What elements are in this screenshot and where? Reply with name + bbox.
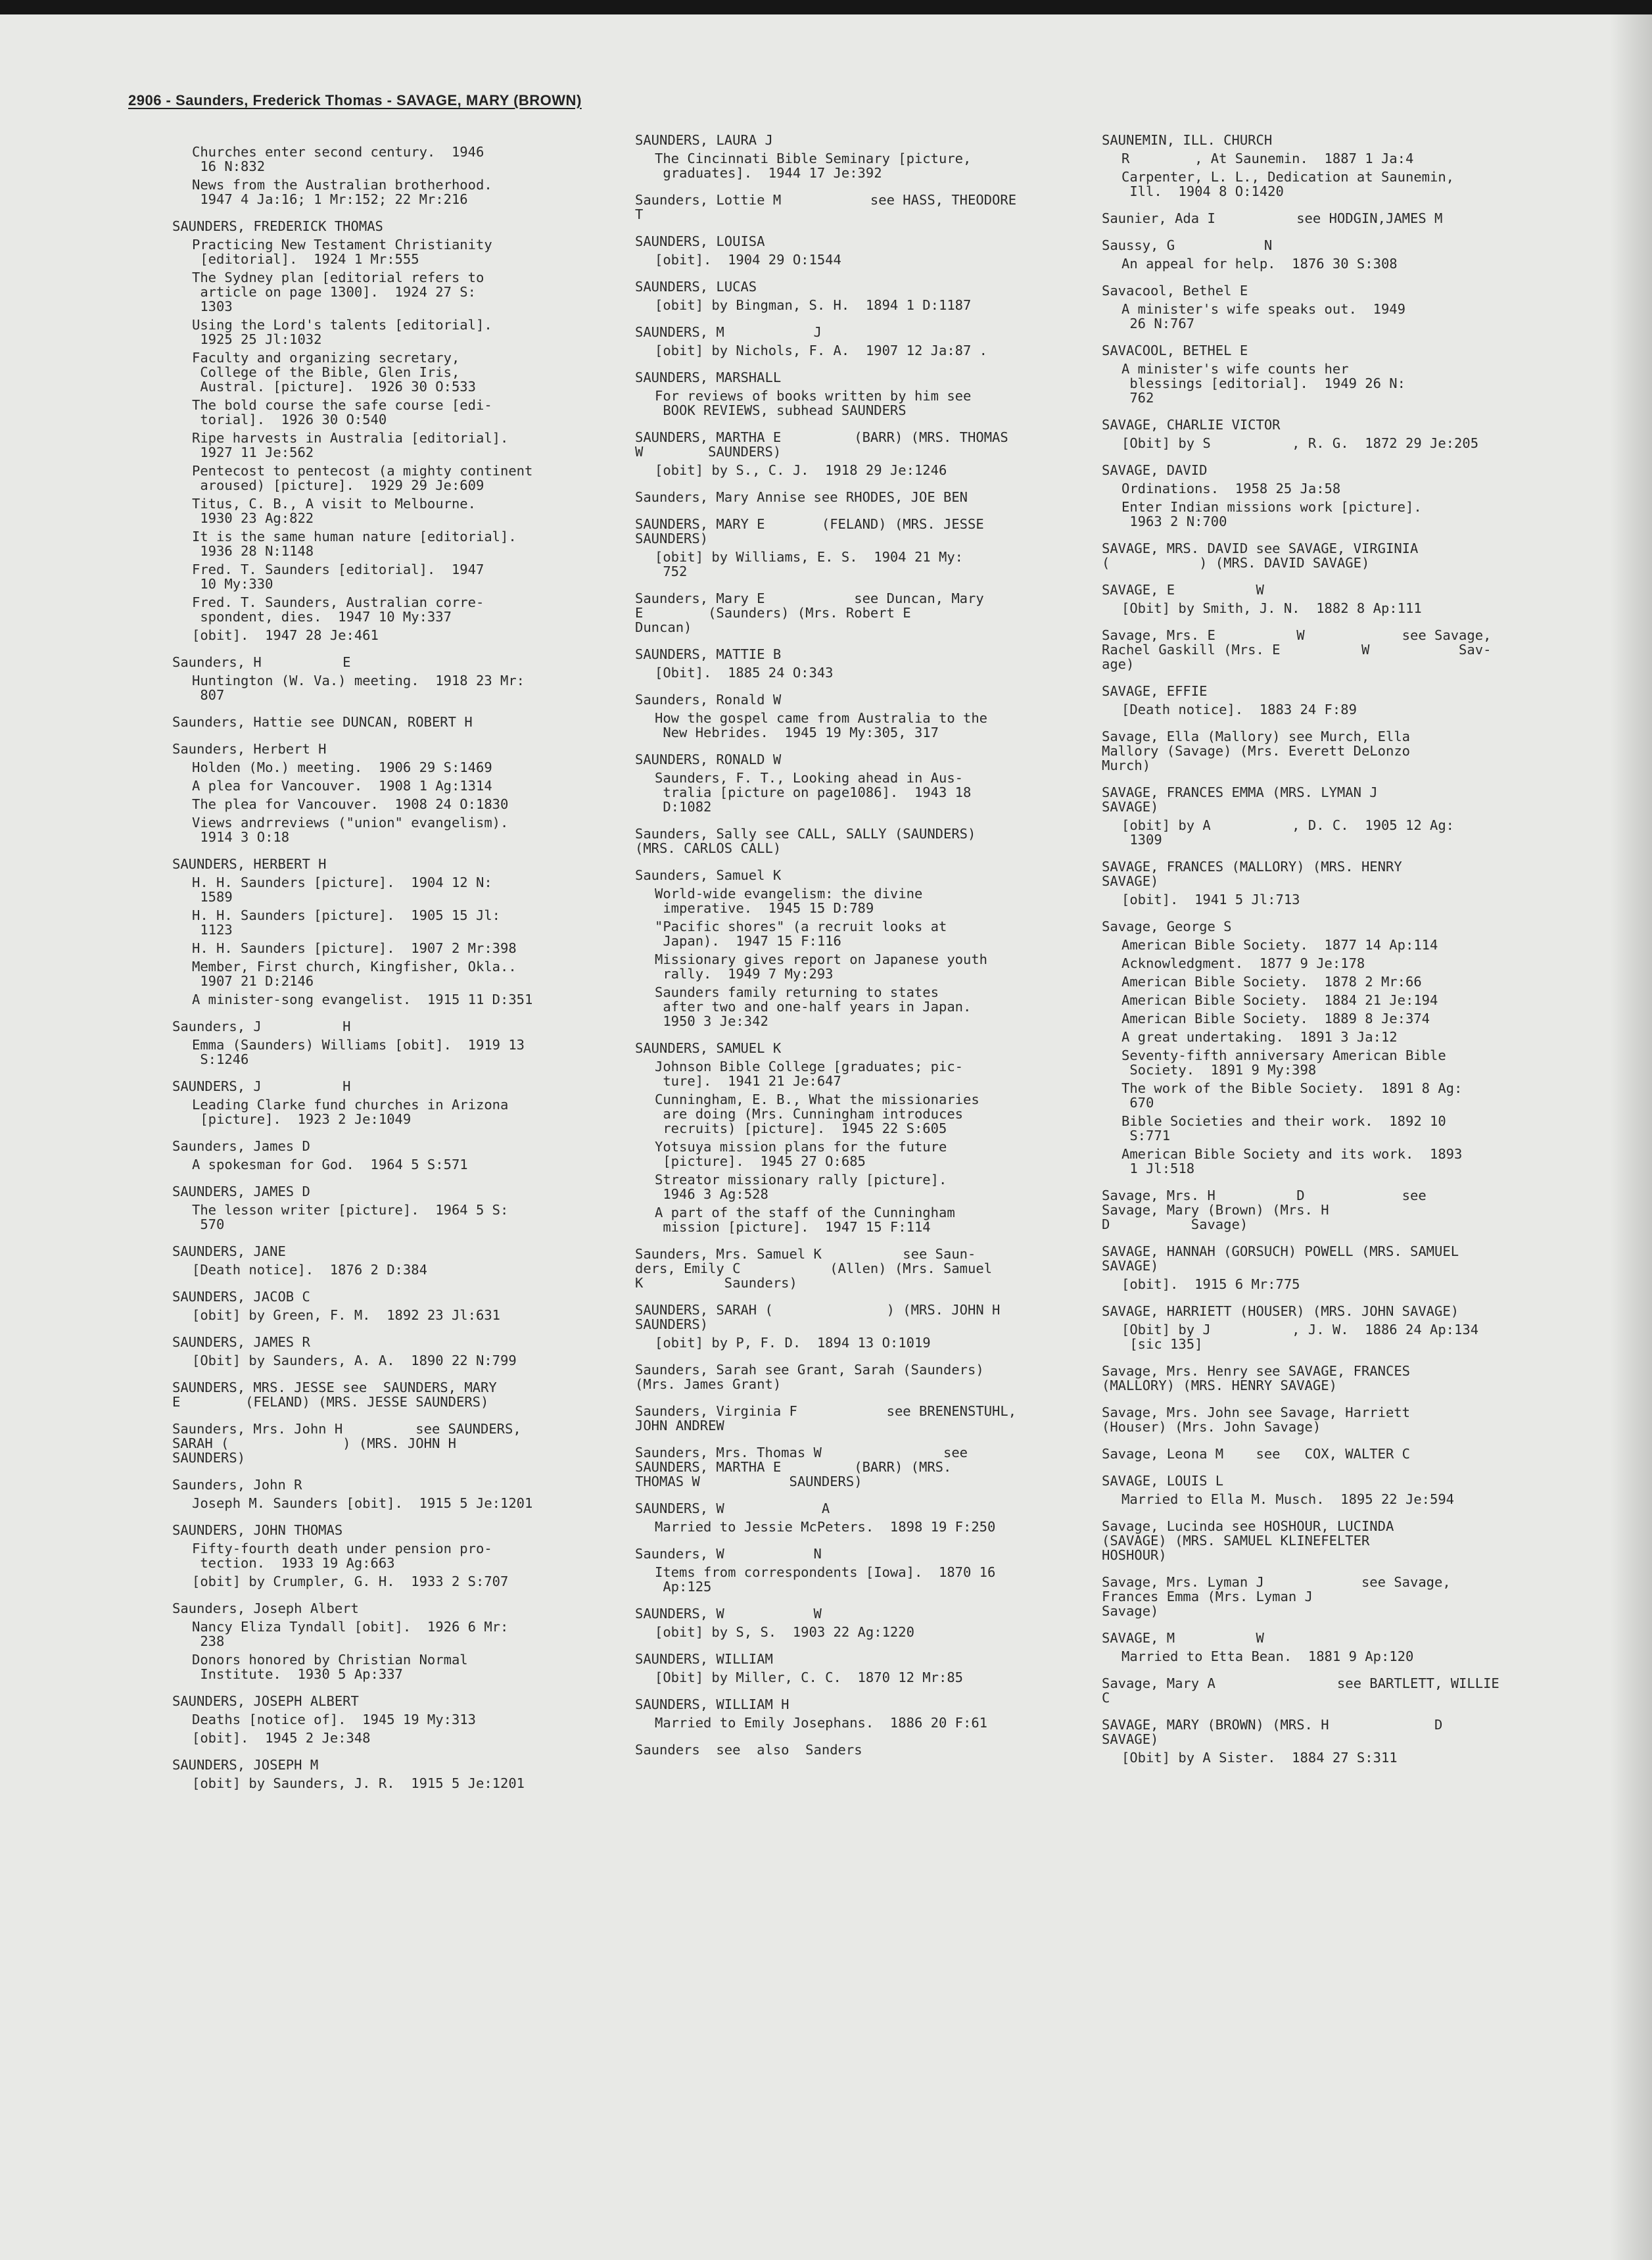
citation-list bbox=[1102, 256, 1549, 271]
entry-heading: Saunders, Mary Annise see RHODES, JOE BEN bbox=[635, 489, 968, 505]
index-entry bbox=[172, 715, 619, 729]
entry-heading: Saunders, Mrs. John H see SAUNDERS, SARAH ( ) (MRS. JOHN H SAUNDERS) bbox=[172, 1421, 521, 1466]
citation-list bbox=[172, 145, 619, 206]
entry-heading: SAUNDERS, SARAH ( ) (MRS. JOHN H SAUNDERS) bbox=[635, 1302, 1001, 1332]
citation-list bbox=[1102, 302, 1549, 331]
entry-heading: Saunders, Mrs. Thomas W see SAUNDERS, MARTHA E (BARR) (MRS. THOMAS W SAUNDERS) bbox=[635, 1445, 968, 1489]
citation-list bbox=[635, 711, 1082, 740]
citation-list bbox=[1102, 601, 1549, 615]
entry-heading: Savage, George S bbox=[1102, 919, 1232, 934]
citation: [obit] by Saunders, J. R. 1915 5 Je:1201 bbox=[192, 1775, 525, 1791]
index-entry bbox=[172, 1380, 619, 1409]
entry-heading: SAUNDERS, JOSEPH M bbox=[172, 1757, 319, 1773]
citation-list bbox=[1102, 892, 1549, 907]
index-entry bbox=[635, 133, 1082, 180]
entry-heading: Savacool, Bethel E bbox=[1102, 283, 1248, 299]
citation-list bbox=[172, 1353, 619, 1368]
entry-heading: SAVAGE, DAVID bbox=[1102, 462, 1208, 478]
citation-list bbox=[635, 1335, 1082, 1350]
entry-heading: SAVAGE, FRANCES EMMA (MRS. LYMAN J SAVAGE) bbox=[1102, 784, 1378, 815]
index-entry bbox=[172, 1079, 619, 1126]
citation-list bbox=[1102, 436, 1549, 450]
index-column-right bbox=[1102, 133, 1549, 1777]
entry-heading: SAVAGE, MRS. DAVID see SAVAGE, VIRGINIA ( ) (MRS. DAVID SAVAGE) bbox=[1102, 541, 1419, 571]
index-entry bbox=[635, 1362, 1082, 1391]
citation: Seventy-fifth anniversary American Bible Society. 1891 9 My:398 bbox=[1121, 1047, 1446, 1078]
citation: The work of the Bible Society. 1891 8 Ag: 670 bbox=[1121, 1080, 1463, 1111]
citation-list bbox=[635, 1520, 1082, 1534]
book-page bbox=[0, 14, 1652, 2260]
citation: Deaths [notice of]. 1945 19 My:313 bbox=[192, 1712, 476, 1727]
citation: [obit] by S, S. 1903 22 Ag:1220 bbox=[655, 1624, 914, 1640]
index-entry bbox=[172, 857, 619, 1007]
citation-list bbox=[635, 151, 1082, 180]
entry-heading: Saunders, Joseph Albert bbox=[172, 1600, 359, 1616]
citation: [obit] by A , D. C. 1905 12 Ag: 1309 bbox=[1121, 817, 1455, 848]
citation: A minister's wife speaks out. 1949 26 N:767 bbox=[1121, 301, 1405, 331]
entry-heading: SAUNEMIN, ILL. CHURCH bbox=[1102, 132, 1273, 148]
citation: American Bible Society. 1889 8 Je:374 bbox=[1121, 1011, 1430, 1026]
entry-heading: Saunders, J H bbox=[172, 1019, 351, 1034]
entry-heading: Saunders, Hattie see DUNCAN, ROBERT H bbox=[172, 714, 473, 730]
citation-list bbox=[635, 1716, 1082, 1730]
entry-heading: Savage, Leona M see COX, WALTER C bbox=[1102, 1446, 1410, 1462]
entry-heading: SAUNDERS, MRS. JESSE see SAUNDERS, MARY E (FELAND) (MRS. JESSE SAUNDERS) bbox=[172, 1380, 497, 1410]
citation-list bbox=[172, 1541, 619, 1589]
citation: Items from correspondents [Iowa]. 1870 16 Ap:125 bbox=[655, 1564, 996, 1595]
citation: [Death notice]. 1883 24 F:89 bbox=[1121, 702, 1357, 717]
citation-list bbox=[172, 1620, 619, 1681]
index-entry bbox=[635, 1501, 1082, 1534]
index-entry bbox=[1102, 785, 1549, 847]
citation: Enter Indian missions work [picture]. 1963 2 N:700 bbox=[1121, 499, 1422, 529]
citation: [Death notice]. 1876 2 D:384 bbox=[192, 1262, 427, 1278]
index-entry bbox=[172, 655, 619, 702]
entry-heading: Saunders, Herbert H bbox=[172, 741, 327, 757]
entry-heading: Saussy, G N bbox=[1102, 237, 1273, 253]
index-entry bbox=[172, 1478, 619, 1510]
citation: The bold course the safe course [edi- torial]. 1926 30 O:540 bbox=[192, 397, 492, 427]
page-curl-shadow bbox=[1610, 14, 1652, 2260]
citation: The Cincinnati Bible Seminary [picture, graduates]. 1944 17 Je:392 bbox=[655, 151, 972, 181]
citation: American Bible Society. 1878 2 Mr:66 bbox=[1121, 974, 1422, 990]
index-entry bbox=[1102, 418, 1549, 450]
index-entry bbox=[172, 219, 619, 642]
citation-list bbox=[1102, 362, 1549, 405]
entry-heading: Saunders, James D bbox=[172, 1138, 310, 1154]
entry-heading: Saunders, W N bbox=[635, 1546, 822, 1562]
index-entry bbox=[1102, 1575, 1549, 1618]
index-entry bbox=[172, 1019, 619, 1067]
citation: The plea for Vancouver. 1908 24 O:1830 bbox=[192, 796, 509, 812]
index-entry bbox=[1102, 283, 1549, 331]
citation-list bbox=[635, 1670, 1082, 1685]
index-entry bbox=[635, 1606, 1082, 1639]
citation: Johnson Bible College [graduates; pic- ture]. 1941 21 Je:647 bbox=[655, 1059, 963, 1089]
entry-heading: SAUNDERS, FREDERICK THOMAS bbox=[172, 218, 383, 234]
citation: Married to Jessie McPeters. 1898 19 F:250 bbox=[655, 1519, 996, 1535]
entry-heading: Saunders, John R bbox=[172, 1477, 302, 1493]
citation: R , At Saunemin. 1887 1 Ja:4 bbox=[1121, 151, 1414, 166]
entry-heading: SAUNDERS, JAMES D bbox=[172, 1184, 310, 1199]
citation: The lesson writer [picture]. 1964 5 S: 570 bbox=[192, 1202, 509, 1232]
index-entry bbox=[1102, 1676, 1549, 1705]
entry-heading: SAUNDERS, WILLIAM H bbox=[635, 1696, 790, 1712]
citation: [Obit]. 1885 24 O:343 bbox=[655, 665, 834, 681]
citation: Acknowledgment. 1877 9 Je:178 bbox=[1121, 955, 1365, 971]
citation: [obit] by Crumpler, G. H. 1933 2 S:707 bbox=[192, 1574, 509, 1589]
index-entry bbox=[1102, 583, 1549, 615]
index-entry bbox=[1102, 463, 1549, 529]
citation-list bbox=[1102, 1492, 1549, 1506]
citation: [obit] by Bingman, S. H. 1894 1 D:1187 bbox=[655, 297, 972, 313]
citation: [Obit] by Miller, C. C. 1870 12 Mr:85 bbox=[655, 1670, 963, 1685]
page-header: 2906 - Saunders, Frederick Thomas - SAVAGE, MARY (BROWN) bbox=[128, 92, 582, 108]
citation-list bbox=[1102, 1322, 1549, 1351]
entry-heading: SAVAGE, HANNAH (GORSUCH) POWELL (MRS. SAMUEL SAVAGE) bbox=[1102, 1243, 1459, 1274]
entry-heading: SAUNDERS, MARY E (FELAND) (MRS. JESSE SAUNDERS) bbox=[635, 516, 984, 546]
citation-list bbox=[635, 771, 1082, 814]
citation: Member, First church, Kingfisher, Okla.. 1907 21 D:2146 bbox=[192, 959, 517, 989]
citation: Cunningham, E. B., What the missionaries are doing (Mrs. Cunningham introduces recruits) [picture]. 1945 22 S:605 bbox=[655, 1092, 979, 1136]
entry-heading: Saunders, Virginia F see BRENENSTUHL, JOHN ANDREW bbox=[635, 1403, 1017, 1433]
entry-heading: SAUNDERS, JACOB C bbox=[172, 1289, 310, 1305]
citation-list bbox=[172, 1308, 619, 1322]
index-entry bbox=[635, 827, 1082, 855]
entry-heading: SAUNDERS, J H bbox=[172, 1078, 351, 1094]
citation: Churches enter second century. 1946 16 N:832 bbox=[192, 144, 484, 174]
citation: [Obit] by J , J. W. 1886 24 Ap:134 [sic 135] bbox=[1121, 1322, 1479, 1352]
entry-heading: SAUNDERS, WILLIAM bbox=[635, 1651, 773, 1667]
citation: [obit] by P, F. D. 1894 13 O:1019 bbox=[655, 1335, 931, 1351]
entry-heading: Savage, Mrs. Henry see SAVAGE, FRANCES (MALLORY) (MRS. HENRY SAVAGE) bbox=[1102, 1363, 1410, 1393]
citation-list bbox=[635, 252, 1082, 267]
citation: A spokesman for God. 1964 5 S:571 bbox=[192, 1157, 468, 1172]
entry-heading: SAUNDERS, HERBERT H bbox=[172, 856, 327, 872]
citation: Fred. T. Saunders [editorial]. 1947 10 My:330 bbox=[192, 562, 484, 592]
index-entry bbox=[635, 1547, 1082, 1594]
citation-list bbox=[1102, 1277, 1549, 1291]
citation-list bbox=[635, 1625, 1082, 1639]
citation: Faculty and organizing secretary, College of the Bible, Glen Iris, Austral. [picture]. 1926 30 O:533 bbox=[192, 350, 476, 395]
citation: Huntington (W. Va.) meeting. 1918 23 Mr: 807 bbox=[192, 673, 525, 703]
index-entry bbox=[172, 145, 619, 206]
index-entry bbox=[635, 325, 1082, 358]
citation-list bbox=[635, 550, 1082, 579]
index-entry bbox=[172, 1422, 619, 1465]
citation: Fred. T. Saunders, Australian corre- spondent, dies. 1947 10 My:337 bbox=[192, 594, 484, 625]
citation-list bbox=[635, 343, 1082, 358]
index-entry bbox=[635, 1652, 1082, 1685]
index-entry bbox=[635, 1743, 1082, 1757]
entry-heading: Savage, Lucinda see HOSHOUR, LUCINDA (SAVAGE) (MRS. SAMUEL KLINEFELTER HOSHOUR) bbox=[1102, 1518, 1394, 1563]
citation-list bbox=[1102, 1649, 1549, 1664]
entry-heading: SAUNDERS, SAMUEL K bbox=[635, 1040, 782, 1056]
index-entry bbox=[172, 1139, 619, 1172]
citation-list bbox=[172, 673, 619, 702]
citation: Fifty-fourth death under pension pro- tection. 1933 19 Ag:663 bbox=[192, 1541, 492, 1571]
entry-heading: Savage, Mrs. E W see Savage, Rachel Gaskill (Mrs. E W Sav- age) bbox=[1102, 627, 1492, 672]
citation: Titus, C. B., A visit to Melbourne. 1930 23 Ag:822 bbox=[192, 496, 476, 526]
citation: Using the Lord's talents [editorial]. 1925 25 Jl:1032 bbox=[192, 317, 492, 347]
index-entry bbox=[1102, 1519, 1549, 1562]
entry-heading: SAUNDERS, LOUISA bbox=[635, 233, 765, 249]
citation: American Bible Society. 1884 21 Je:194 bbox=[1121, 992, 1438, 1008]
citation: Bible Societies and their work. 1892 10 S:771 bbox=[1121, 1113, 1446, 1143]
entry-heading: Savage, Mary A see BARTLETT, WILLIE C bbox=[1102, 1675, 1499, 1706]
index-entry bbox=[635, 193, 1082, 222]
entry-heading: SAVAGE, MARY (BROWN) (MRS. H D SAVAGE) bbox=[1102, 1717, 1443, 1747]
citation: Emma (Saunders) Williams [obit]. 1919 13 S:1246 bbox=[192, 1037, 525, 1067]
citation: [obit] by Nichols, F. A. 1907 12 Ja:87 . bbox=[655, 343, 988, 358]
index-entry bbox=[635, 370, 1082, 418]
entry-heading: Saunders, Sarah see Grant, Sarah (Saunders) (Mrs. James Grant) bbox=[635, 1362, 984, 1392]
index-entry bbox=[1102, 1244, 1549, 1291]
index-entry bbox=[172, 1244, 619, 1277]
index-entry bbox=[635, 517, 1082, 579]
index-entry bbox=[172, 1335, 619, 1368]
index-entry bbox=[1102, 1474, 1549, 1506]
citation: H. H. Saunders [picture]. 1904 12 N: 1589 bbox=[192, 875, 492, 905]
entry-heading: SAUNDERS, JOSEPH ALBERT bbox=[172, 1693, 359, 1709]
citation: [Obit] by S , R. G. 1872 29 Je:205 bbox=[1121, 435, 1479, 451]
entry-heading: SAUNDERS, JOHN THOMAS bbox=[172, 1522, 343, 1538]
entry-heading: Saunders see also Sanders bbox=[635, 1742, 862, 1758]
entry-heading: SAUNDERS, LAURA J bbox=[635, 132, 773, 148]
entry-heading: Saunders, H E bbox=[172, 654, 351, 670]
citation-list bbox=[172, 1038, 619, 1067]
entry-heading: Savage, Ella (Mallory) see Murch, Ella Mallory (Savage) (Mrs. Everett DeLonzo Murch) bbox=[1102, 729, 1410, 773]
citation-list bbox=[1102, 818, 1549, 847]
citation: Saunders, F. T., Looking ahead in Aus- tralia [picture on page1086]. 1943 18 D:1082 bbox=[655, 770, 972, 815]
index-entry bbox=[1102, 919, 1549, 1176]
citation: Ripe harvests in Australia [editorial]. 1927 11 Je:562 bbox=[192, 430, 509, 460]
index-entry bbox=[635, 752, 1082, 814]
index-entry bbox=[635, 1303, 1082, 1350]
citation: [Obit] by Smith, J. N. 1882 8 Ap:111 bbox=[1121, 600, 1422, 616]
index-entry bbox=[635, 692, 1082, 740]
citation: Missionary gives report on Japanese youth rally. 1949 7 My:293 bbox=[655, 951, 988, 982]
entry-heading: Savage, Mrs. Lyman J see Savage, Frances Emma (Mrs. Lyman J Savage) bbox=[1102, 1574, 1451, 1619]
citation: Streator missionary rally [picture]. 1946 3 Ag:528 bbox=[655, 1172, 947, 1202]
index-entry bbox=[172, 742, 619, 844]
index-entry bbox=[1102, 1718, 1549, 1765]
citation: Carpenter, L. L., Dedication at Saunemin, Ill. 1904 8 O:1420 bbox=[1121, 169, 1455, 199]
citation: [obit]. 1945 2 Je:348 bbox=[192, 1730, 371, 1746]
citation-list bbox=[172, 1776, 619, 1791]
citation: A part of the staff of the Cunningham mission [picture]. 1947 15 F:114 bbox=[655, 1205, 955, 1235]
entry-heading: SAVAGE, CHARLIE VICTOR bbox=[1102, 417, 1281, 433]
index-entry bbox=[1102, 133, 1549, 199]
citation: Yotsuya mission plans for the future [picture]. 1945 27 O:685 bbox=[655, 1139, 947, 1169]
citation-list bbox=[172, 760, 619, 844]
citation-list bbox=[635, 886, 1082, 1028]
entry-heading: Saunders, Samuel K bbox=[635, 867, 782, 883]
index-entry bbox=[1102, 343, 1549, 405]
citation: News from the Australian brotherhood. 1947 4 Ja:16; 1 Mr:152; 22 Mr:216 bbox=[192, 177, 492, 207]
citation: Married to Emily Josephans. 1886 20 F:61 bbox=[655, 1715, 988, 1731]
citation-list bbox=[172, 1496, 619, 1510]
index-entry bbox=[635, 279, 1082, 312]
entry-heading: SAUNDERS, LUCAS bbox=[635, 279, 757, 295]
entry-heading: SAUNDERS, JANE bbox=[172, 1243, 286, 1259]
index-entry bbox=[635, 1041, 1082, 1234]
citation: A plea for Vancouver. 1908 1 Ag:1314 bbox=[192, 778, 492, 794]
citation: World-wide evangelism: the divine imperative. 1945 15 D:789 bbox=[655, 886, 923, 916]
entry-heading: SAUNDERS, W A bbox=[635, 1501, 830, 1516]
citation: Practicing New Testament Christianity [editorial]. 1924 1 Mr:555 bbox=[192, 237, 492, 267]
citation-list bbox=[172, 1712, 619, 1745]
citation-list bbox=[172, 237, 619, 642]
index-column-middle bbox=[635, 133, 1082, 1769]
citation-list bbox=[172, 875, 619, 1007]
index-entry bbox=[1102, 541, 1549, 570]
entry-heading: Saunier, Ada I see HODGIN,JAMES M bbox=[1102, 210, 1443, 226]
index-entry bbox=[172, 1758, 619, 1791]
entry-heading: SAUNDERS, MARTHA E (BARR) (MRS. THOMAS W SAUNDERS) bbox=[635, 429, 1008, 460]
citation: [Obit] by Saunders, A. A. 1890 22 N:799 bbox=[192, 1353, 517, 1368]
citation: Views andrreviews ("union" evangelism). 1914 3 O:18 bbox=[192, 815, 509, 845]
index-entry bbox=[1102, 1188, 1549, 1232]
entry-heading: SAUNDERS, JAMES R bbox=[172, 1334, 310, 1350]
entry-heading: SAVAGE, EFFIE bbox=[1102, 683, 1208, 699]
index-entry bbox=[172, 1601, 619, 1681]
index-entry bbox=[1102, 238, 1549, 271]
citation: [obit] by S., C. J. 1918 29 Je:1246 bbox=[655, 462, 947, 478]
entry-heading: SAVAGE, FRANCES (MALLORY) (MRS. HENRY SAVAGE) bbox=[1102, 859, 1402, 889]
entry-heading: Savage, Mrs. John see Savage, Harriett (Houser) (Mrs. John Savage) bbox=[1102, 1405, 1410, 1435]
citation: A minister's wife counts her blessings [editorial]. 1949 26 N: 762 bbox=[1121, 361, 1405, 406]
entry-heading: Savage, Mrs. H D see Savage, Mary (Brown) (Mrs. H D Savage) bbox=[1102, 1188, 1427, 1232]
citation-list bbox=[635, 665, 1082, 680]
citation: [obit]. 1904 29 O:1544 bbox=[655, 252, 841, 268]
citation: [Obit] by A Sister. 1884 27 S:311 bbox=[1121, 1750, 1398, 1766]
entry-heading: SAVAGE, M W bbox=[1102, 1630, 1264, 1646]
citation: [obit]. 1947 28 Je:461 bbox=[192, 627, 379, 643]
citation: Donors honored by Christian Normal Institute. 1930 5 Ap:337 bbox=[192, 1652, 468, 1682]
index-entry bbox=[172, 1694, 619, 1745]
entry-heading: SAUNDERS, M J bbox=[635, 324, 822, 340]
citation-list bbox=[172, 1157, 619, 1172]
index-entry bbox=[635, 1445, 1082, 1489]
entry-heading: Saunders, Sally see CALL, SALLY (SAUNDERS) (MRS. CARLOS CALL) bbox=[635, 826, 976, 856]
index-entry bbox=[635, 591, 1082, 635]
index-entry bbox=[1102, 684, 1549, 717]
citation: American Bible Society. 1877 14 Ap:114 bbox=[1121, 937, 1438, 953]
citation-list bbox=[1102, 481, 1549, 529]
citation: Pentecost to pentecost (a mighty continent aroused) [picture]. 1929 29 Je:609 bbox=[192, 463, 533, 493]
citation: Saunders family returning to states after two and one-half years in Japan. 1950 3 Je:342 bbox=[655, 984, 972, 1029]
citation: For reviews of books written by him see BOOK REVIEWS, subhead SAUNDERS bbox=[655, 388, 972, 418]
index-entry bbox=[635, 1247, 1082, 1290]
index-entry bbox=[1102, 1364, 1549, 1393]
citation: A great undertaking. 1891 3 Ja:12 bbox=[1121, 1029, 1398, 1045]
index-entry bbox=[1102, 211, 1549, 226]
citation: It is the same human nature [editorial]. 1936 28 N:1148 bbox=[192, 529, 517, 559]
citation: The Sydney plan [editorial refers to article on page 1300]. 1924 27 S: 1303 bbox=[192, 270, 484, 314]
entry-heading: SAVAGE, E W bbox=[1102, 582, 1264, 598]
index-entry bbox=[635, 1404, 1082, 1433]
index-entry bbox=[1102, 1405, 1549, 1434]
index-entry bbox=[172, 1184, 619, 1232]
index-entry bbox=[1102, 1447, 1549, 1461]
citation: Nancy Eliza Tyndall [obit]. 1926 6 Mr: 238 bbox=[192, 1619, 509, 1649]
entry-heading: SAVAGE, LOUIS L bbox=[1102, 1473, 1224, 1489]
entry-heading: SAUNDERS, W W bbox=[635, 1606, 822, 1622]
citation: Leading Clarke fund churches in Arizona [picture]. 1923 2 Je:1049 bbox=[192, 1097, 509, 1127]
index-column-left bbox=[172, 133, 619, 1803]
entry-heading: SAUNDERS, RONALD W bbox=[635, 752, 782, 767]
index-entry bbox=[635, 647, 1082, 680]
entry-heading: Saunders, Mrs. Samuel K see Saun- ders, Emily C (Allen) (Mrs. Samuel K Saunders) bbox=[635, 1246, 993, 1291]
entry-heading: Saunders, Mary E see Duncan, Mary E (Saunders) (Mrs. Robert E Duncan) bbox=[635, 590, 984, 635]
citation: [obit]. 1915 6 Mr:775 bbox=[1121, 1276, 1300, 1292]
citation: How the gospel came from Australia to the New Hebrides. 1945 19 My:305, 317 bbox=[655, 710, 988, 740]
citation: American Bible Society and its work. 1893 1 Jl:518 bbox=[1121, 1146, 1463, 1176]
citation-list bbox=[1102, 1750, 1549, 1765]
citation-list bbox=[172, 1203, 619, 1232]
citation-list bbox=[1102, 151, 1549, 199]
entry-heading: SAVACOOL, BETHEL E bbox=[1102, 343, 1248, 358]
citation-list bbox=[635, 463, 1082, 477]
index-entry bbox=[635, 868, 1082, 1028]
index-entry bbox=[172, 1289, 619, 1322]
index-entry bbox=[635, 430, 1082, 477]
index-entry bbox=[1102, 729, 1549, 773]
entry-heading: SAUNDERS, MARSHALL bbox=[635, 370, 782, 385]
citation: A minister-song evangelist. 1915 11 D:351 bbox=[192, 992, 533, 1007]
entry-heading: SAUNDERS, MATTIE B bbox=[635, 646, 782, 662]
index-entry bbox=[172, 1523, 619, 1589]
citation: [obit] by Green, F. M. 1892 23 Jl:631 bbox=[192, 1307, 500, 1323]
citation-list bbox=[1102, 938, 1549, 1176]
citation: Married to Ella M. Musch. 1895 22 Je:594 bbox=[1121, 1491, 1455, 1507]
index-entry bbox=[635, 490, 1082, 504]
citation: H. H. Saunders [picture]. 1905 15 Jl: 1123 bbox=[192, 907, 500, 938]
citation-list bbox=[172, 1262, 619, 1277]
citation: Married to Etta Bean. 1881 9 Ap:120 bbox=[1121, 1648, 1414, 1664]
citation: [obit] by Williams, E. S. 1904 21 My: 752 bbox=[655, 549, 963, 579]
citation-list bbox=[1102, 702, 1549, 717]
index-entry bbox=[635, 1697, 1082, 1730]
index-entry bbox=[1102, 1631, 1549, 1664]
citation-list bbox=[172, 1097, 619, 1126]
index-entry bbox=[1102, 859, 1549, 907]
citation-list bbox=[635, 1059, 1082, 1234]
entry-heading: SAVAGE, HARRIETT (HOUSER) (MRS. JOHN SAVAGE) bbox=[1102, 1303, 1459, 1319]
citation: [obit]. 1941 5 Jl:713 bbox=[1121, 892, 1300, 907]
entry-heading: Saunders, Lottie M see HASS, THEODORE T bbox=[635, 192, 1017, 222]
citation-list bbox=[635, 298, 1082, 312]
citation: Joseph M. Saunders [obit]. 1915 5 Je:1201 bbox=[192, 1495, 533, 1511]
citation: Holden (Mo.) meeting. 1906 29 S:1469 bbox=[192, 759, 492, 775]
citation: "Pacific shores" (a recruit looks at Japan). 1947 15 F:116 bbox=[655, 919, 947, 949]
citation: Ordinations. 1958 25 Ja:58 bbox=[1121, 481, 1341, 496]
entry-heading: Saunders, Ronald W bbox=[635, 692, 782, 708]
citation-list bbox=[635, 389, 1082, 418]
index-entry bbox=[1102, 628, 1549, 671]
citation: An appeal for help. 1876 30 S:308 bbox=[1121, 256, 1398, 272]
index-entry bbox=[1102, 1304, 1549, 1351]
citation: H. H. Saunders [picture]. 1907 2 Mr:398 bbox=[192, 940, 517, 956]
citation-list bbox=[635, 1565, 1082, 1594]
index-entry bbox=[635, 234, 1082, 267]
